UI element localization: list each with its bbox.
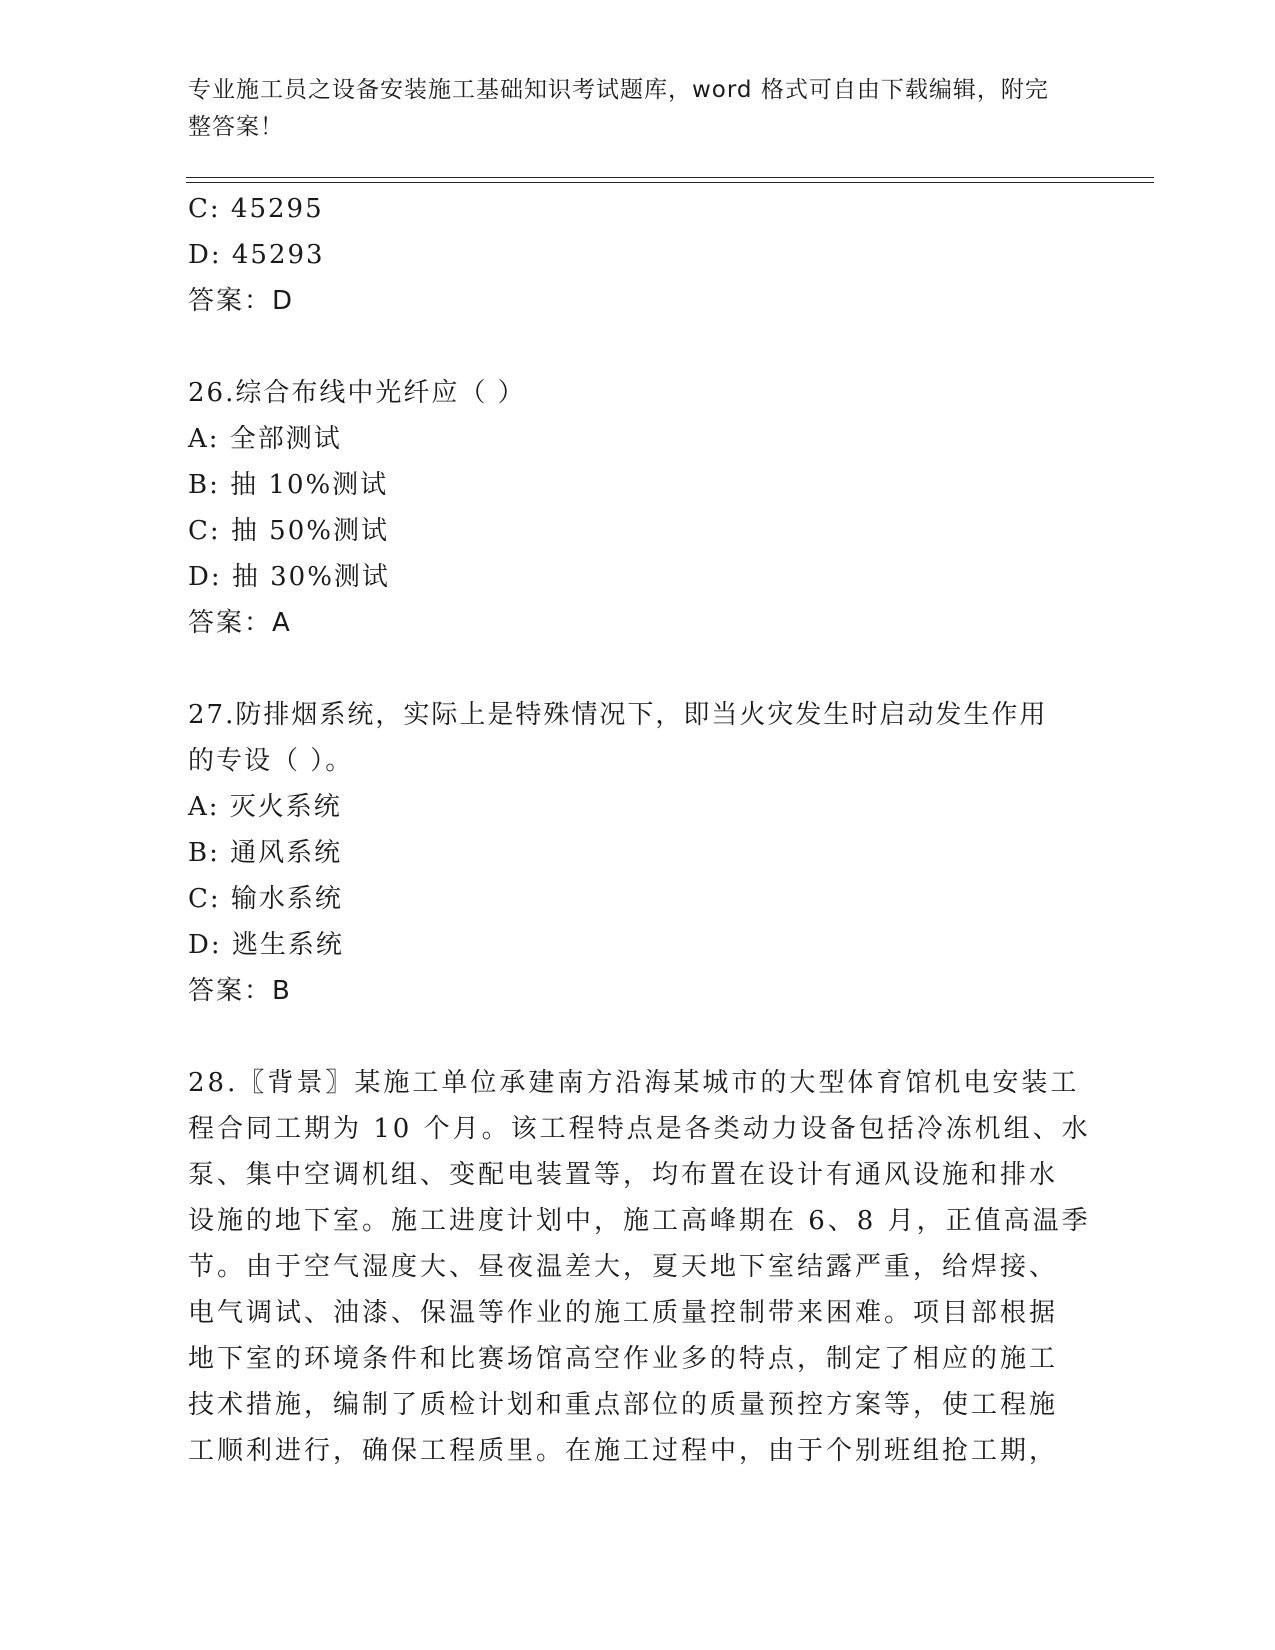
q27-option-d: D: 逃生系统 [188, 930, 344, 960]
q26-option-b: B: 抽 10%测试 [188, 470, 389, 500]
q26-question: 26.综合布线中光纤应（ ） [188, 378, 526, 408]
question-25-block [188, 186, 1088, 324]
q26-option-d: D: 抽 30%测试 [188, 562, 390, 592]
spacer [188, 646, 1088, 692]
q28-line: 电气调试、油漆、保温等作业的施工质量控制带来困难。项目部根据 [188, 1298, 1059, 1328]
q28-line: 程合同工期为 10 个月。该工程特点是各类动力设备包括冷冻机组、水 [188, 1114, 1091, 1144]
document-body [188, 186, 1091, 1474]
spacer [188, 1014, 1088, 1060]
q25-option-c: C: 45295 [188, 194, 324, 224]
q28-line: 设施的地下室。施工进度计划中，施工高峰期在 6、8 月，正值高温季 [188, 1206, 1091, 1236]
q27-question-line-2: 的专设（ ）。 [188, 746, 354, 776]
q28-line: 技术措施，编制了质检计划和重点部位的质量预控方案等，使工程施 [188, 1390, 1059, 1420]
q28-line: 地下室的环境条件和比赛场馆高空作业多的特点，制定了相应的施工 [188, 1344, 1059, 1374]
header-rule-top [186, 177, 1154, 178]
q28-line: 工顺利进行，确保工程质里。在施工过程中，由于个别班组抢工期， [188, 1436, 1059, 1466]
q26-answer: 答案：A [188, 608, 292, 638]
document-header [188, 72, 1068, 146]
q27-option-b: B: 通风系统 [188, 838, 343, 868]
q27-option-c: C: 输水系统 [188, 884, 343, 914]
q26-option-c: C: 抽 50%测试 [188, 516, 389, 546]
q27-option-a: A: 灭火系统 [188, 792, 342, 822]
header-line-1: 专业施工员之设备安装施工基础知识考试题库，word 格式可自由下载编辑，附完 [188, 77, 1049, 103]
q27-question-line-1: 27.防排烟系统，实际上是特殊情况下，即当火灾发生时启动发生作用 [188, 700, 1048, 730]
q28-line: 28.〖背景〗某施工单位承建南方沿海某城市的大型体育馆机电安装工 [188, 1068, 1080, 1098]
header-line-2: 整答案！ [188, 114, 284, 140]
spacer [188, 324, 1088, 370]
q25-answer: 答案：D [188, 286, 295, 316]
q27-answer: 答案：B [188, 976, 292, 1006]
question-28-paragraph [188, 1060, 1091, 1474]
question-26-block [188, 370, 1088, 646]
q25-option-d: D: 45293 [188, 240, 325, 270]
question-27-block [188, 692, 1088, 1014]
q26-option-a: A: 全部测试 [188, 424, 342, 454]
q28-line: 节。由于空气湿度大、昼夜温差大，夏天地下室结露严重，给焊接、 [188, 1252, 1059, 1282]
header-rule-bottom [186, 182, 1154, 183]
q28-line: 泵、集中空调机组、变配电装置等，均布置在设计有通风设施和排水 [188, 1160, 1059, 1190]
